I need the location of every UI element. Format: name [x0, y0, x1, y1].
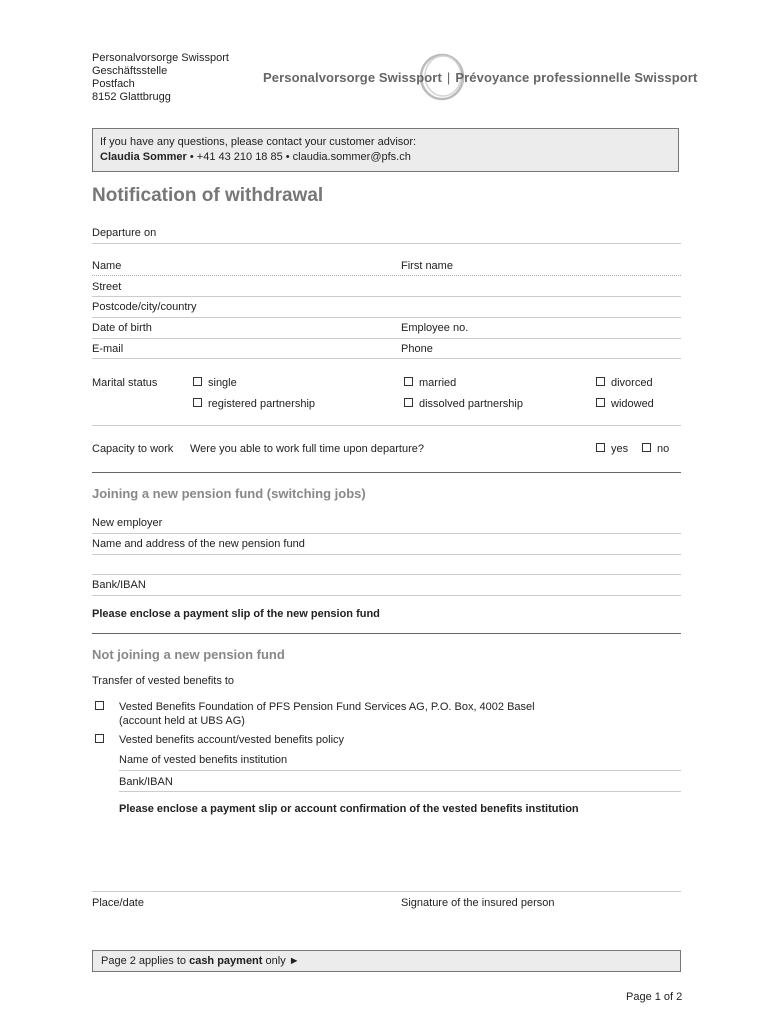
not-joining-heading: Not joining a new pension fund — [92, 647, 285, 662]
checkbox-widowed[interactable] — [596, 398, 605, 407]
divider — [92, 296, 681, 297]
capacity-label: Capacity to work — [92, 443, 174, 455]
footer-suffix: only ► — [262, 955, 300, 967]
address-line: Postfach — [92, 78, 135, 90]
footer-prefix: Page 2 applies to — [101, 955, 190, 967]
transfer-label: Transfer of vested benefits to — [92, 675, 235, 687]
postcode-label: Postcode/city/country — [92, 301, 197, 313]
option-married: married — [419, 377, 457, 389]
brand-logo-text — [263, 70, 697, 85]
page-number: Page 1 of 2 — [626, 991, 683, 1003]
place-date-label: Place/date — [92, 897, 144, 909]
option-vested-foundation-note: (account held at UBS AG) — [119, 715, 245, 727]
phone-label: Phone — [401, 343, 433, 355]
divider — [92, 533, 681, 534]
address-line: Personalvorsorge Swissport — [92, 52, 229, 64]
divider — [92, 243, 681, 244]
joining-heading: Joining a new pension fund (switching jobs) — [92, 486, 366, 501]
option-dissolved-partnership: dissolved partnership — [419, 398, 523, 410]
contact-box — [92, 128, 679, 172]
signature-label: Signature of the insured person — [401, 897, 555, 909]
institution-label: Name of vested benefits institution — [119, 754, 288, 766]
divider — [92, 425, 681, 426]
divider — [92, 554, 681, 555]
checkbox-no[interactable] — [642, 443, 651, 452]
page-title: Notification of withdrawal — [92, 185, 324, 206]
brand-de: Personalvorsorge Swissport — [263, 70, 442, 85]
option-widowed: widowed — [611, 398, 654, 410]
option-no: no — [657, 443, 670, 455]
footer-bold: cash payment — [189, 955, 263, 967]
contact-line — [100, 150, 671, 165]
first-name-label: First name — [401, 260, 453, 272]
sender-address — [92, 52, 229, 104]
brand-fr: Prévoyance professionnelle Swissport — [455, 70, 698, 85]
option-divorced: divorced — [611, 377, 653, 389]
advisor-name: Claudia Sommer — [100, 151, 187, 163]
divider — [92, 595, 681, 596]
checkbox-yes[interactable] — [596, 443, 605, 452]
contact-intro: If you have any questions, please contact your customer advisor: — [100, 136, 417, 148]
fund-address-label: Name and address of the new pension fund — [92, 538, 305, 550]
checkbox-vested-account[interactable] — [95, 734, 104, 743]
option-single: single — [208, 377, 237, 389]
checkbox-registered-partnership[interactable] — [193, 398, 202, 407]
address-line: Geschäftsstelle — [92, 65, 168, 77]
email-label: E-mail — [92, 343, 124, 355]
street-label: Street — [92, 281, 122, 293]
advisor-details: • +41 43 210 18 85 • claudia.sommer@pfs.ch — [186, 151, 411, 163]
divider — [92, 574, 681, 575]
divider — [92, 891, 681, 892]
checkbox-dissolved-partnership[interactable] — [404, 398, 413, 407]
capacity-question: Were you able to work full time upon departure? — [190, 443, 424, 455]
divider — [92, 338, 681, 339]
address-line: 8152 Glattbrugg — [92, 91, 171, 103]
option-registered-partnership: registered partnership — [208, 398, 316, 410]
brand-separator: | — [446, 70, 451, 85]
joining-note: Please enclose a payment slip of the new pension fund — [92, 608, 380, 620]
divider — [92, 358, 681, 359]
option-vested-account: Vested benefits account/vested benefits policy — [119, 734, 345, 746]
section-divider — [92, 633, 681, 634]
divider — [92, 275, 681, 276]
divider — [119, 770, 681, 771]
departure-label: Departure on — [92, 227, 157, 239]
dob-label: Date of birth — [92, 322, 152, 334]
checkbox-single[interactable] — [193, 377, 202, 386]
employee-no-label: Employee no. — [401, 322, 469, 334]
name-label: Name — [92, 260, 122, 272]
option-yes: yes — [611, 443, 629, 455]
not-joining-note: Please enclose a payment slip or account confirmation of the vested benefits institution — [119, 803, 579, 815]
section-divider — [92, 472, 681, 473]
checkbox-vested-foundation[interactable] — [95, 701, 104, 710]
divider — [92, 317, 681, 318]
joining-bank-label: Bank/IBAN — [92, 579, 146, 591]
marital-status-label: Marital status — [92, 377, 158, 389]
checkbox-married[interactable] — [404, 377, 413, 386]
not-joining-bank-label: Bank/IBAN — [119, 776, 173, 788]
checkbox-divorced[interactable] — [596, 377, 605, 386]
new-employer-label: New employer — [92, 517, 163, 529]
cash-payment-note-box — [92, 950, 681, 972]
divider — [119, 791, 681, 792]
option-vested-foundation: Vested Benefits Foundation of PFS Pension Fund Services AG, P.O. Box, 4002 Basel — [119, 701, 535, 713]
